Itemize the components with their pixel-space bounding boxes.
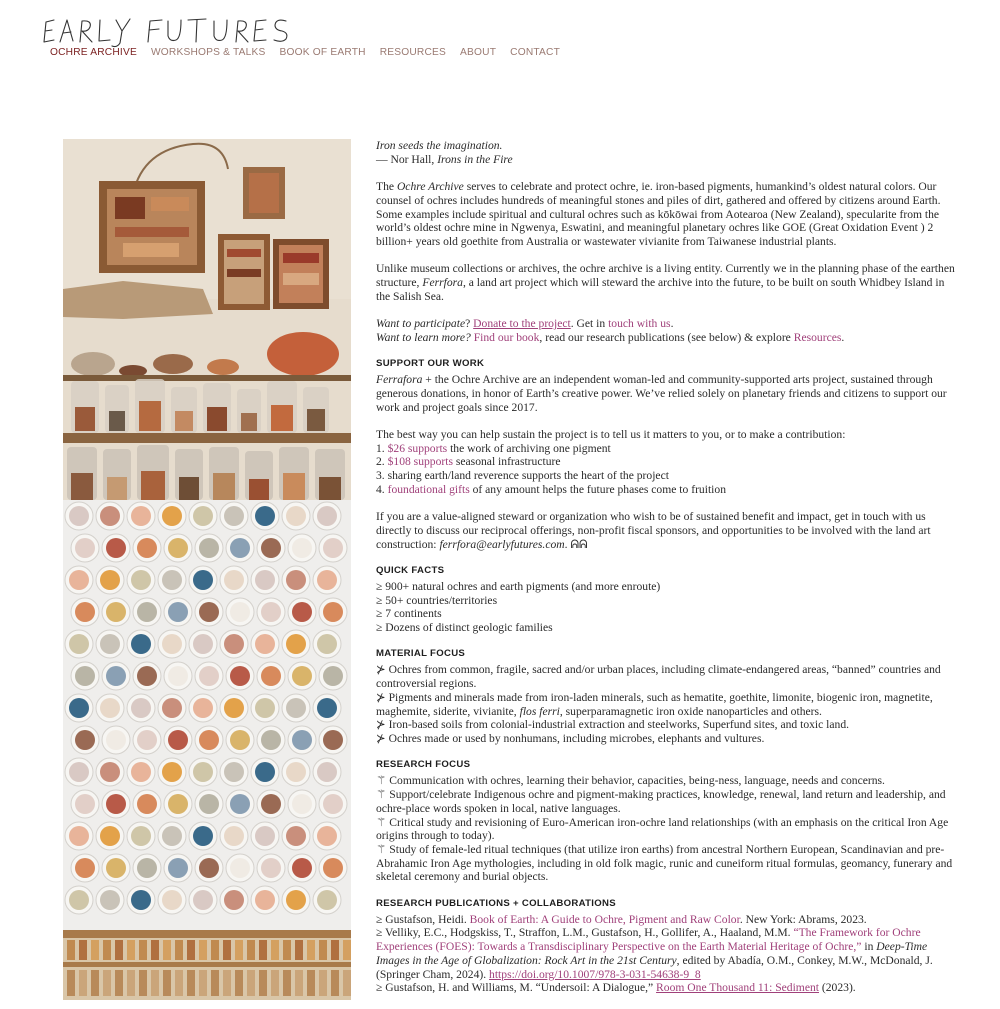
support-paragraph-2 (376, 428, 956, 497)
support-item-number: 1. (376, 441, 388, 455)
vial-shelf-image (63, 930, 351, 1000)
about-p2-rest: , a land art project which will steward the archive into the future, to be built on south Whidbey Island in the Salish Sea. (376, 276, 945, 303)
material-item: ⊁ Ochres made or used by nonhumans, including microbes, elephants and vultures. (376, 732, 765, 745)
nav-book-of-earth[interactable]: BOOK OF EARTH (279, 47, 366, 58)
support-heading: SUPPORT OUR WORK (376, 358, 485, 370)
photo-pigment-dishes[interactable] (63, 500, 351, 930)
nav-resources[interactable]: RESOURCES (379, 47, 447, 58)
cta-question-mark: ? (465, 317, 471, 331)
nav-workshops-talks[interactable]: WORKSHOPS & TALKS (150, 47, 266, 58)
nav-about[interactable]: ABOUT (460, 47, 497, 58)
support-item-number: 3. (376, 469, 388, 483)
flos-ferri: flos ferri (519, 704, 560, 718)
ochre-shelves-image (63, 139, 351, 500)
support-item-text: of any amount helps the future phases come to fruition (469, 482, 726, 496)
pub2-authors: ≥ Velliky, E.C., Hodgskiss, T., Straffon, L.M., Gustafson, H., Gollifer, A., Haaland, M.M. (376, 926, 794, 940)
fact-item: ≥ 50+ countries/territories (376, 593, 498, 607)
site-logo[interactable] (42, 14, 332, 50)
resources-link[interactable]: Resources (793, 330, 842, 344)
support-item-number: 2. (376, 455, 388, 469)
publications-heading: RESEARCH PUBLICATIONS + COLLABORATIONS (376, 897, 616, 909)
about-p1-rest: serves to celebrate and protect ochre, ie. iron-based pigments, humankind’s oldest natural colors. Our counsel of ochres includes hundreds of meaningful stones and piles of dirt, gathered and offered by citizens around Earth. Some examples include spiritual and cultural ochres such as kōkōwai from Aotearoa (New Zealand), specularite from the world’s oldest ochre mine in Ngwenya, Eswatini, and meaningful planetary ochres like GOE (Great Oxidation Event ) 2 billion+ years old goethite from Australia or wastewater vivianite from Taiwanese industrial plants. (376, 180, 941, 248)
material-item: ⊁ Iron-based soils from colonial-industrial extraction and steelworks, Superfund sites, and toxic land. (376, 718, 850, 732)
foundational-gifts-link[interactable]: foundational gifts (387, 482, 470, 496)
research-focus-heading: RESEARCH FOCUS (376, 759, 471, 771)
cta-learn-question: Want to learn more? (376, 330, 471, 344)
quick-facts-heading: QUICK FACTS (376, 564, 445, 576)
support-item-2 (376, 455, 561, 468)
photo-ochre-shelves[interactable] (63, 139, 351, 500)
quick-facts-list (376, 580, 956, 635)
support-item-1 (376, 442, 611, 455)
pub2-rest: , edited by Abadía, O.M., Conkey, M.W., McDonald, J. (Springer Cham, 2024). (376, 953, 933, 981)
material-focus-heading: MATERIAL FOCUS (376, 648, 466, 660)
about-p1-ochre-archive: Ochre Archive (396, 180, 464, 194)
foes-paper-link[interactable]: “The Framework for Ochre Experiences (FOES): Towards a Transdisciplinary Perspective on the Earth Material Heritage of Ochre,” (376, 926, 921, 954)
fact-item: ≥ Dozens of distinct geologic families (376, 621, 553, 635)
nav-contact[interactable]: CONTACT (510, 47, 561, 58)
fact-item: ≥ 900+ natural ochres and earth pigments (and more enroute) (376, 579, 661, 593)
nav-ochre-archive[interactable]: OCHRE ARCHIVE (50, 47, 137, 58)
cta-end-text: . (670, 317, 674, 331)
research-item: ⚚ Support/celebrate Indigenous ochre and pigment-making practices, knowledge, renewal, land return and leadership, and ochre-place words spoken in local, native languages. (376, 788, 946, 815)
cta-block (376, 317, 956, 344)
about-p1-text: The (376, 180, 397, 194)
cta-learn-mid: , read our research publications (see below) & explore (539, 330, 794, 344)
main-content (376, 139, 956, 1009)
support-item-text: sharing earth/land reverence supports the heart of the project (387, 469, 669, 483)
support-item-text: the work of archiving one pigment (447, 441, 611, 455)
cta-learn-end: . (841, 330, 845, 344)
support-p3-end: . ᕱᕱ (564, 537, 588, 551)
publication-item (376, 913, 867, 926)
pigment-dishes-image (63, 500, 351, 930)
support-26-link[interactable]: $26 supports (387, 441, 448, 455)
support-paragraph-1 (376, 373, 956, 414)
pub3-rest: (2023). (819, 981, 856, 995)
support-p1-text: + the Ochre Archive are an independent woman-led and community-supported arts project, sustained through generous donations, in honor of Earth’s creative power. We’ve relied solely on planetary friends and citizens to support our work and project goals since 2017. (376, 373, 947, 414)
about-p2-ferrfora: Ferrfora (422, 276, 463, 289)
support-item-3 (376, 469, 669, 482)
support-paragraph-3 (376, 510, 956, 551)
cta-participate-question: Want to participate (376, 317, 466, 331)
pub3-authors: ≥ Gustafson, H. and Williams, M. “Undersoil: A Dialogue,” (376, 981, 657, 995)
about-paragraph-2 (376, 262, 956, 303)
pub1-rest: . New York: Abrams, 2023. (739, 912, 867, 926)
photo-vial-shelf[interactable] (63, 930, 351, 1000)
publication-item (376, 981, 856, 994)
room-one-thousand-link[interactable]: Room One Thousand 11: Sediment (656, 981, 819, 995)
research-item: ⚚ Communication with ochres, learning their behavior, capacities, being-ness, language, needs and concerns. (376, 774, 885, 788)
contact-email[interactable]: ferrfora@earlyfutures.com (439, 537, 565, 551)
intro-attribution: — Nor Hall, (376, 152, 438, 166)
fact-item: ≥ 7 continents (376, 607, 442, 621)
research-item: ⚚ Study of female-led ritual techniques (that utilize iron earths) from ancestral Northern European, Scandinavian and pre-Abrahamic Iron Age mythologies, including in old folk magic, runic and cuneiform ritual formulas, geomancy, funerary and skeletal ceremony and burial objects. (376, 842, 953, 884)
research-focus-list (376, 774, 956, 884)
material-item-2-text: ⊁ Pigments and minerals made from iron-laden minerals, such as hematite, goethite, limonite, biogenic iron, magnetite, maghemite, siderite, vivianite, (376, 690, 933, 718)
donate-link[interactable]: Donate to the project (473, 317, 571, 331)
touch-with-us-link[interactable]: touch with us (608, 317, 671, 331)
photo-gallery (63, 139, 351, 1000)
cta-mid-text: . Get in (570, 317, 609, 331)
publication-item (376, 926, 933, 980)
pub2-book-title: Deep-Time Images in the Age of Globalization: Rock Art in the 21st Century (376, 940, 928, 967)
support-p3-text: If you are a value-aligned steward or organization who wish to be of sustained benefit and impact, get in touch with us directly to discuss our reciprocal offerings, non-profit fiscal sponsors, and opportunities to be involved with the land art construction: (376, 510, 931, 551)
logo-handwriting (42, 14, 332, 50)
intro-attribution-title: Irons in the Fire (437, 152, 513, 166)
research-item: ⚚ Critical study and revisioning of Euro-American iron-ochre land relationships (with an emphasis on the critical Iron Age origins through to today). (376, 815, 949, 843)
material-item (376, 691, 933, 718)
intro-quote: Iron seeds the imagination. (376, 139, 503, 152)
main-nav (50, 47, 574, 58)
book-of-earth-link[interactable]: Book of Earth: A Guide to Ochre, Pigment and Raw Color (469, 912, 740, 926)
material-item-2-rest: , superparamagnetic iron oxide nanoparticles and others. (559, 704, 822, 718)
intro-quote-block (376, 139, 956, 166)
pub1-author: ≥ Gustafson, Heidi. (376, 912, 470, 926)
doi-link[interactable]: https://doi.org/10.1007/978-3-031-54638-9_8 (489, 967, 701, 981)
support-item-text: seasonal infrastructure (452, 455, 561, 469)
about-p2-text: Unlike museum collections or archives, the ochre archive is a living entity. Currently we in the planning phase of the earthen structure, (376, 262, 955, 289)
support-ferrafora: Ferrafora (376, 373, 423, 387)
support-intro: The best way you can help sustain the project is to tell us it matters to you, or to make a contribution: (376, 427, 846, 441)
pub2-in: in (861, 940, 877, 954)
support-108-link[interactable]: $108 supports (387, 455, 453, 469)
support-item-number: 4. (376, 482, 388, 496)
publications-list (376, 913, 956, 995)
support-item-4 (376, 483, 726, 496)
find-our-book-link[interactable]: Find our book (473, 330, 540, 344)
about-paragraph-1 (376, 180, 956, 249)
material-focus-list (376, 663, 956, 745)
material-item: ⊁ Ochres from common, fragile, sacred and/or urban places, including climate-endangered areas, “banned” countries and controversial regions. (376, 663, 941, 691)
